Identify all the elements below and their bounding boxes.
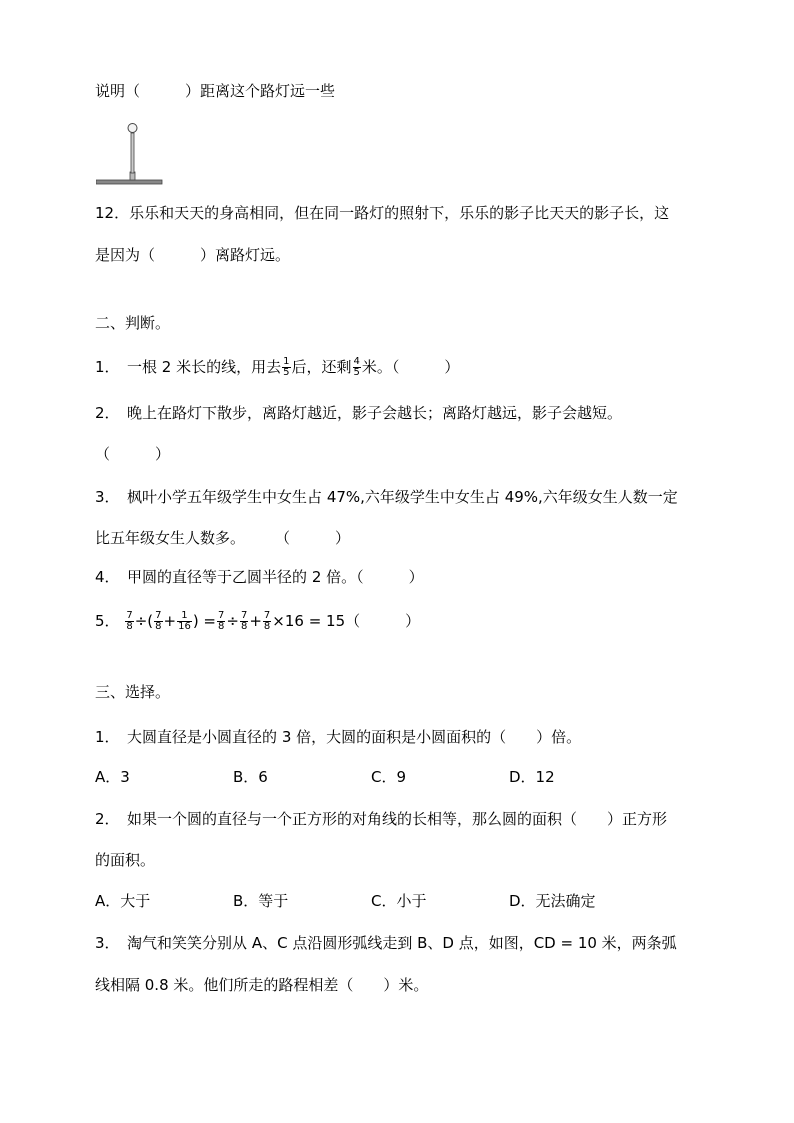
op-divide: ÷ bbox=[226, 612, 239, 630]
street-lamp-figure bbox=[96, 120, 166, 188]
choice-q2-option-d[interactable]: D．无法确定 bbox=[509, 892, 596, 910]
fraction-f: $\frac{7}{8}$ bbox=[263, 610, 271, 632]
choice-q2-line1: 2． 如果一个圆的直径与一个正方形的对角线的长相等，那么圆的面积（ ）正方形 bbox=[95, 810, 668, 828]
choice-q1-option-c[interactable]: C．9 bbox=[371, 768, 407, 786]
judge-item-1 bbox=[95, 357, 459, 378]
judge1-prefix: 1． 一根 2 米长的线，用去 bbox=[95, 358, 282, 376]
op-plus: + bbox=[163, 612, 177, 630]
fraction-four-fifths: $\frac{4}{5}$ bbox=[353, 356, 360, 378]
choice-q2-option-a[interactable]: A．大于 bbox=[95, 892, 151, 910]
answer-blank[interactable] bbox=[140, 82, 185, 100]
op-plus-2: + bbox=[249, 612, 262, 630]
fraction-e: $\frac{7}{8}$ bbox=[240, 610, 248, 632]
judge-item-4: 4． 甲圆的直径等于乙圆半径的 2 倍。（ ） bbox=[95, 568, 424, 586]
q12-line2: 是因为（ ）离路灯远。 bbox=[95, 246, 291, 264]
op-close-equals: ) = bbox=[192, 612, 217, 630]
choice-q2-option-b[interactable]: B．等于 bbox=[233, 892, 289, 910]
op-divide-open: ÷( bbox=[134, 612, 154, 630]
choice-q1-option-a[interactable]: A．3 bbox=[95, 768, 130, 786]
intro-text-a: 说明（ bbox=[95, 82, 141, 100]
choice-q3-line1: 3． 淘气和笑笑分别从 A、C 点沿圆形弧线走到 B、D 点，如图，CD = 10 米，两条弧 bbox=[95, 934, 677, 952]
judge1-suffix[interactable]: 米。（ ） bbox=[361, 358, 460, 376]
intro-line bbox=[95, 81, 335, 101]
q12-line1: 12．乐乐和天天的身高相同，但在同一路灯的照射下，乐乐的影子比天天的影子长，这 bbox=[95, 204, 670, 222]
fraction-c: $\frac{1}{16}$ bbox=[178, 610, 191, 632]
judge-item-3-line1: 3． 枫叶小学五年级学生中女生占 47%,六年级学生中女生占 49%,六年级女生人数一定 bbox=[95, 488, 678, 506]
section2-title: 二、判断。 bbox=[95, 314, 171, 332]
choice-q2-option-c[interactable]: C．小于 bbox=[371, 892, 427, 910]
section3-title: 三、选择。 bbox=[95, 683, 171, 701]
judge1-mid: 后，还剩 bbox=[291, 358, 352, 376]
choice-q3-line2: 线相隔 0.8 米。他们所走的路程相差（ ）米。 bbox=[95, 976, 429, 994]
intro-text-b: ）距离这个路灯远一些 bbox=[185, 82, 336, 100]
fraction-d: $\frac{7}{8}$ bbox=[218, 610, 225, 632]
choice-q1-option-b[interactable]: B．6 bbox=[233, 768, 268, 786]
choice-q2-line2: 的面积。 bbox=[95, 851, 156, 869]
choice-q1-stem: 1． 大圆直径是小圆直径的 3 倍，大圆的面积是小圆面积的（ ）倍。 bbox=[95, 728, 582, 746]
fraction-one-fifth: $\frac{1}{5}$ bbox=[283, 356, 290, 378]
judge-item-3-line2: 比五年级女生人数多。 （ ） bbox=[95, 529, 351, 547]
judge5-tail[interactable]: ×16 = 15（ ） bbox=[272, 612, 421, 630]
judge5-prefix: 5． bbox=[95, 612, 120, 630]
judge-item-5 bbox=[95, 611, 420, 632]
judge-item-2-answer[interactable]: （ ） bbox=[95, 445, 171, 463]
fraction-b: $\frac{7}{8}$ bbox=[155, 610, 162, 632]
choice-q1-option-d[interactable]: D．12 bbox=[509, 768, 555, 786]
fraction-a: $\frac{7}{8}$ bbox=[126, 610, 133, 632]
judge-item-2-line1: 2． 晚上在路灯下散步，离路灯越近，影子会越长；离路灯越远，影子会越短。 bbox=[95, 404, 623, 422]
